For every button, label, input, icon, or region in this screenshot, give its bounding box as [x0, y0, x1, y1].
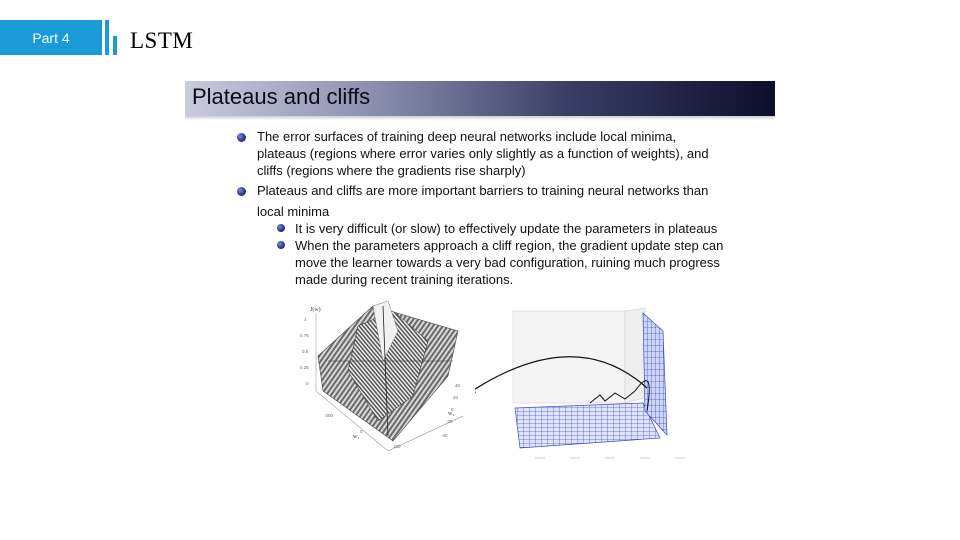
x-tick: 100 — [393, 444, 401, 449]
bullet-text: local minima — [257, 204, 330, 219]
sub-bullet-text: made during recent training iterations. — [295, 272, 514, 287]
y-tick: 40 — [455, 383, 461, 388]
z-tick: 0.75 — [300, 333, 309, 338]
bullet-icon — [237, 133, 246, 142]
cliff-surface-figure — [475, 303, 775, 461]
y-tick: 0 — [451, 407, 454, 412]
z-tick: 0 — [306, 381, 309, 386]
bullet-text: cliffs (regions where the gradients rise sharply) — [257, 163, 526, 178]
bullet-text: The error surfaces of training deep neural networks include local minima, — [257, 129, 677, 144]
z-tick: 1 — [304, 317, 307, 322]
y-tick: 20 — [453, 395, 459, 400]
y-tick: -20 — [446, 419, 453, 424]
y-tick: -40 — [441, 433, 448, 438]
x-tick: -200 — [324, 413, 334, 418]
z-tick: 0.25 — [300, 365, 309, 370]
plateau-surface-figure — [298, 301, 468, 456]
accent-bar — [105, 20, 109, 55]
sub-bullet-icon — [277, 224, 285, 232]
sub-bullet-icon — [277, 241, 285, 249]
bullet-icon — [237, 187, 246, 196]
part-label: Part 4 — [0, 20, 102, 55]
sub-bullet-text: It is very difficult (or slow) to effectively update the parameters in plateaus — [295, 221, 718, 236]
bullet-list — [185, 81, 775, 301]
sub-bullet-text: move the learner towards a very bad configuration, ruining much progress — [295, 255, 720, 270]
section-title: LSTM — [130, 28, 194, 53]
slide-title: Plateaus and cliffs — [192, 84, 371, 109]
x-axis-label: w₁ — [353, 434, 360, 440]
bullet-text: plateaus (regions where error varies only slightly as a function of weights), and — [257, 146, 709, 161]
z-tick: 0.5 — [302, 349, 309, 354]
z-axis-label: J(w) — [310, 307, 321, 313]
sub-bullet-text: When the parameters approach a cliff region, the gradient update step can — [295, 238, 724, 253]
accent-bar — [113, 36, 117, 55]
slide-image — [185, 81, 775, 461]
x-tick: 0 — [360, 429, 363, 434]
y-axis-label: w₂ — [448, 411, 455, 417]
bullet-text: Plateaus and cliffs are more important barriers to training neural networks than — [257, 183, 709, 198]
